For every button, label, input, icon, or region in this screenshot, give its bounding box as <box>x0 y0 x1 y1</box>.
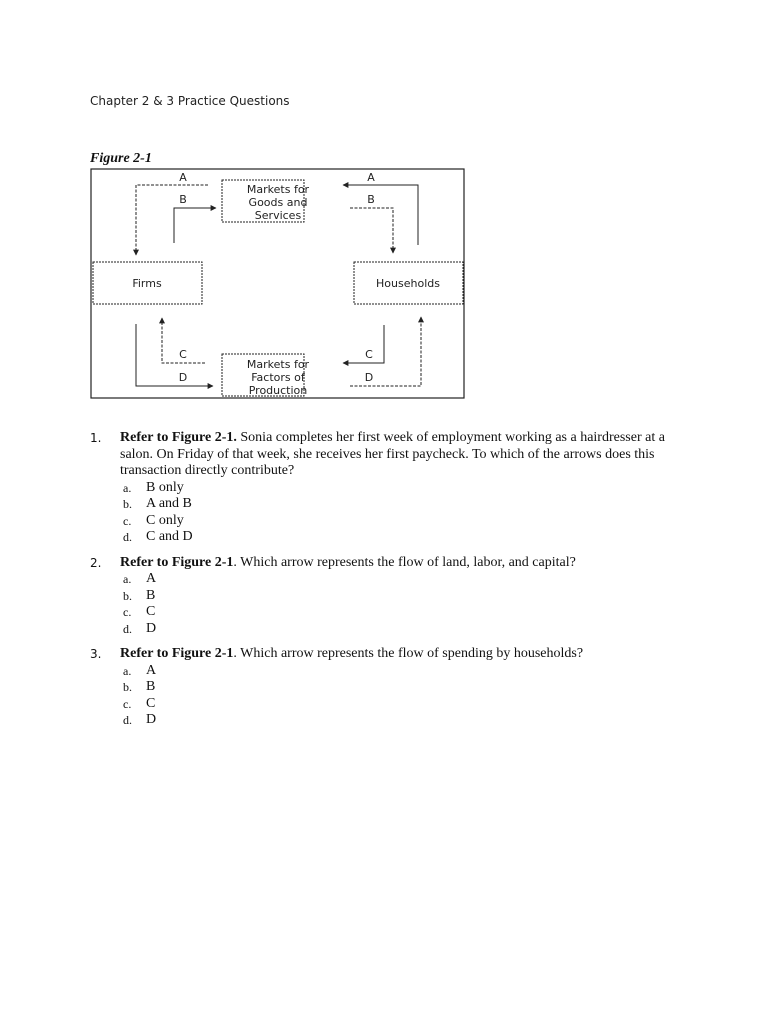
arrow-d-right <box>350 317 421 386</box>
arrow-b-right <box>350 208 393 253</box>
goods-market-line-2: Goods and <box>248 196 308 209</box>
option-letter: a. <box>123 663 132 678</box>
option-list <box>120 663 680 729</box>
arrow-a-left-label: A <box>179 171 187 184</box>
option-b <box>123 588 680 605</box>
option-letter: c. <box>123 513 132 528</box>
question-body: Sonia completes her first week of employment working as a hairdresser at a salon. On Friday of that week, she receives her first paycheck. To which of the arrows does this transaction directly contribute? <box>120 430 665 478</box>
factor-market-line-2: Factors of <box>251 371 305 384</box>
question-number: 3. <box>90 647 102 661</box>
option-letter: d. <box>123 713 132 727</box>
question-lead: Refer to Figure 2-1 <box>120 646 234 661</box>
arrow-b-left <box>174 208 216 243</box>
households-label: Households <box>376 277 440 290</box>
factor-market-line-3: Production <box>248 384 308 397</box>
option-list <box>120 480 680 546</box>
option-c <box>123 604 680 621</box>
question-lead: Refer to Figure 2-1. <box>120 430 237 445</box>
option-letter: a. <box>123 480 132 495</box>
option-letter: c. <box>123 605 132 619</box>
arrow-b-left-label: B <box>179 193 187 206</box>
figure-label: Figure 2-1 <box>90 151 152 166</box>
goods-market-line-1: Markets for <box>246 183 310 196</box>
option-b <box>123 679 680 696</box>
factor-market-line-1: Markets for <box>246 358 310 371</box>
option-letter: b. <box>123 588 132 603</box>
arrow-a-right <box>343 185 418 245</box>
arrow-a-left <box>136 185 208 255</box>
option-text: A <box>146 571 157 586</box>
option-c <box>123 513 680 530</box>
option-letter: c. <box>123 696 132 711</box>
arrow-c-left-label: C <box>179 348 187 361</box>
question-lead: Refer to Figure 2-1 <box>120 554 234 570</box>
option-letter: b. <box>123 497 132 511</box>
question-2 <box>90 555 680 638</box>
option-b <box>123 496 680 513</box>
option-c <box>123 696 680 713</box>
option-a <box>123 571 680 588</box>
goods-market-line-3: Services <box>254 209 302 222</box>
option-d <box>123 529 680 546</box>
option-letter: a. <box>123 572 132 586</box>
question-body: . Which arrow represents the flow of spending by households? <box>233 646 584 661</box>
option-a <box>123 480 680 497</box>
question-text <box>120 646 680 663</box>
arrow-b-right-label: B <box>367 193 375 206</box>
question-text <box>120 555 680 572</box>
option-letter: d. <box>123 621 132 636</box>
option-text: B <box>146 679 156 694</box>
arrow-a-right-label: A <box>367 171 375 184</box>
circular-flow-diagram <box>90 167 466 401</box>
option-d <box>123 712 680 729</box>
arrow-d-left-label: D <box>178 371 188 384</box>
option-text: C and D <box>146 529 193 544</box>
option-list <box>120 571 680 637</box>
arrow-d-left <box>136 324 213 386</box>
document-title: Chapter 2 & 3 Practice Questions <box>90 94 290 108</box>
option-text: A <box>146 662 157 678</box>
option-text: C <box>146 695 156 711</box>
option-d <box>123 621 680 638</box>
question-number: 1. <box>90 431 102 445</box>
option-text: B <box>146 587 156 603</box>
arrow-d-right-label: D <box>364 371 374 384</box>
option-letter: d. <box>123 530 132 544</box>
option-text: B only <box>146 479 184 495</box>
arrow-c-right-label: C <box>365 348 373 361</box>
arrow-c-right <box>343 325 384 363</box>
question-1 <box>90 430 680 546</box>
option-text: D <box>146 712 157 727</box>
option-text: C only <box>146 512 184 528</box>
question-text <box>120 430 680 480</box>
question-number: 2. <box>90 555 102 570</box>
question-3 <box>90 646 680 729</box>
option-text: D <box>146 620 157 636</box>
option-text: C <box>146 604 156 619</box>
question-body: . Which arrow represents the flow of land, labor, and capital? <box>233 554 576 570</box>
firms-label: Firms <box>132 277 162 290</box>
question-list <box>90 430 680 738</box>
option-letter: b. <box>123 680 132 694</box>
option-text: A and B <box>146 496 192 511</box>
option-a <box>123 663 680 680</box>
